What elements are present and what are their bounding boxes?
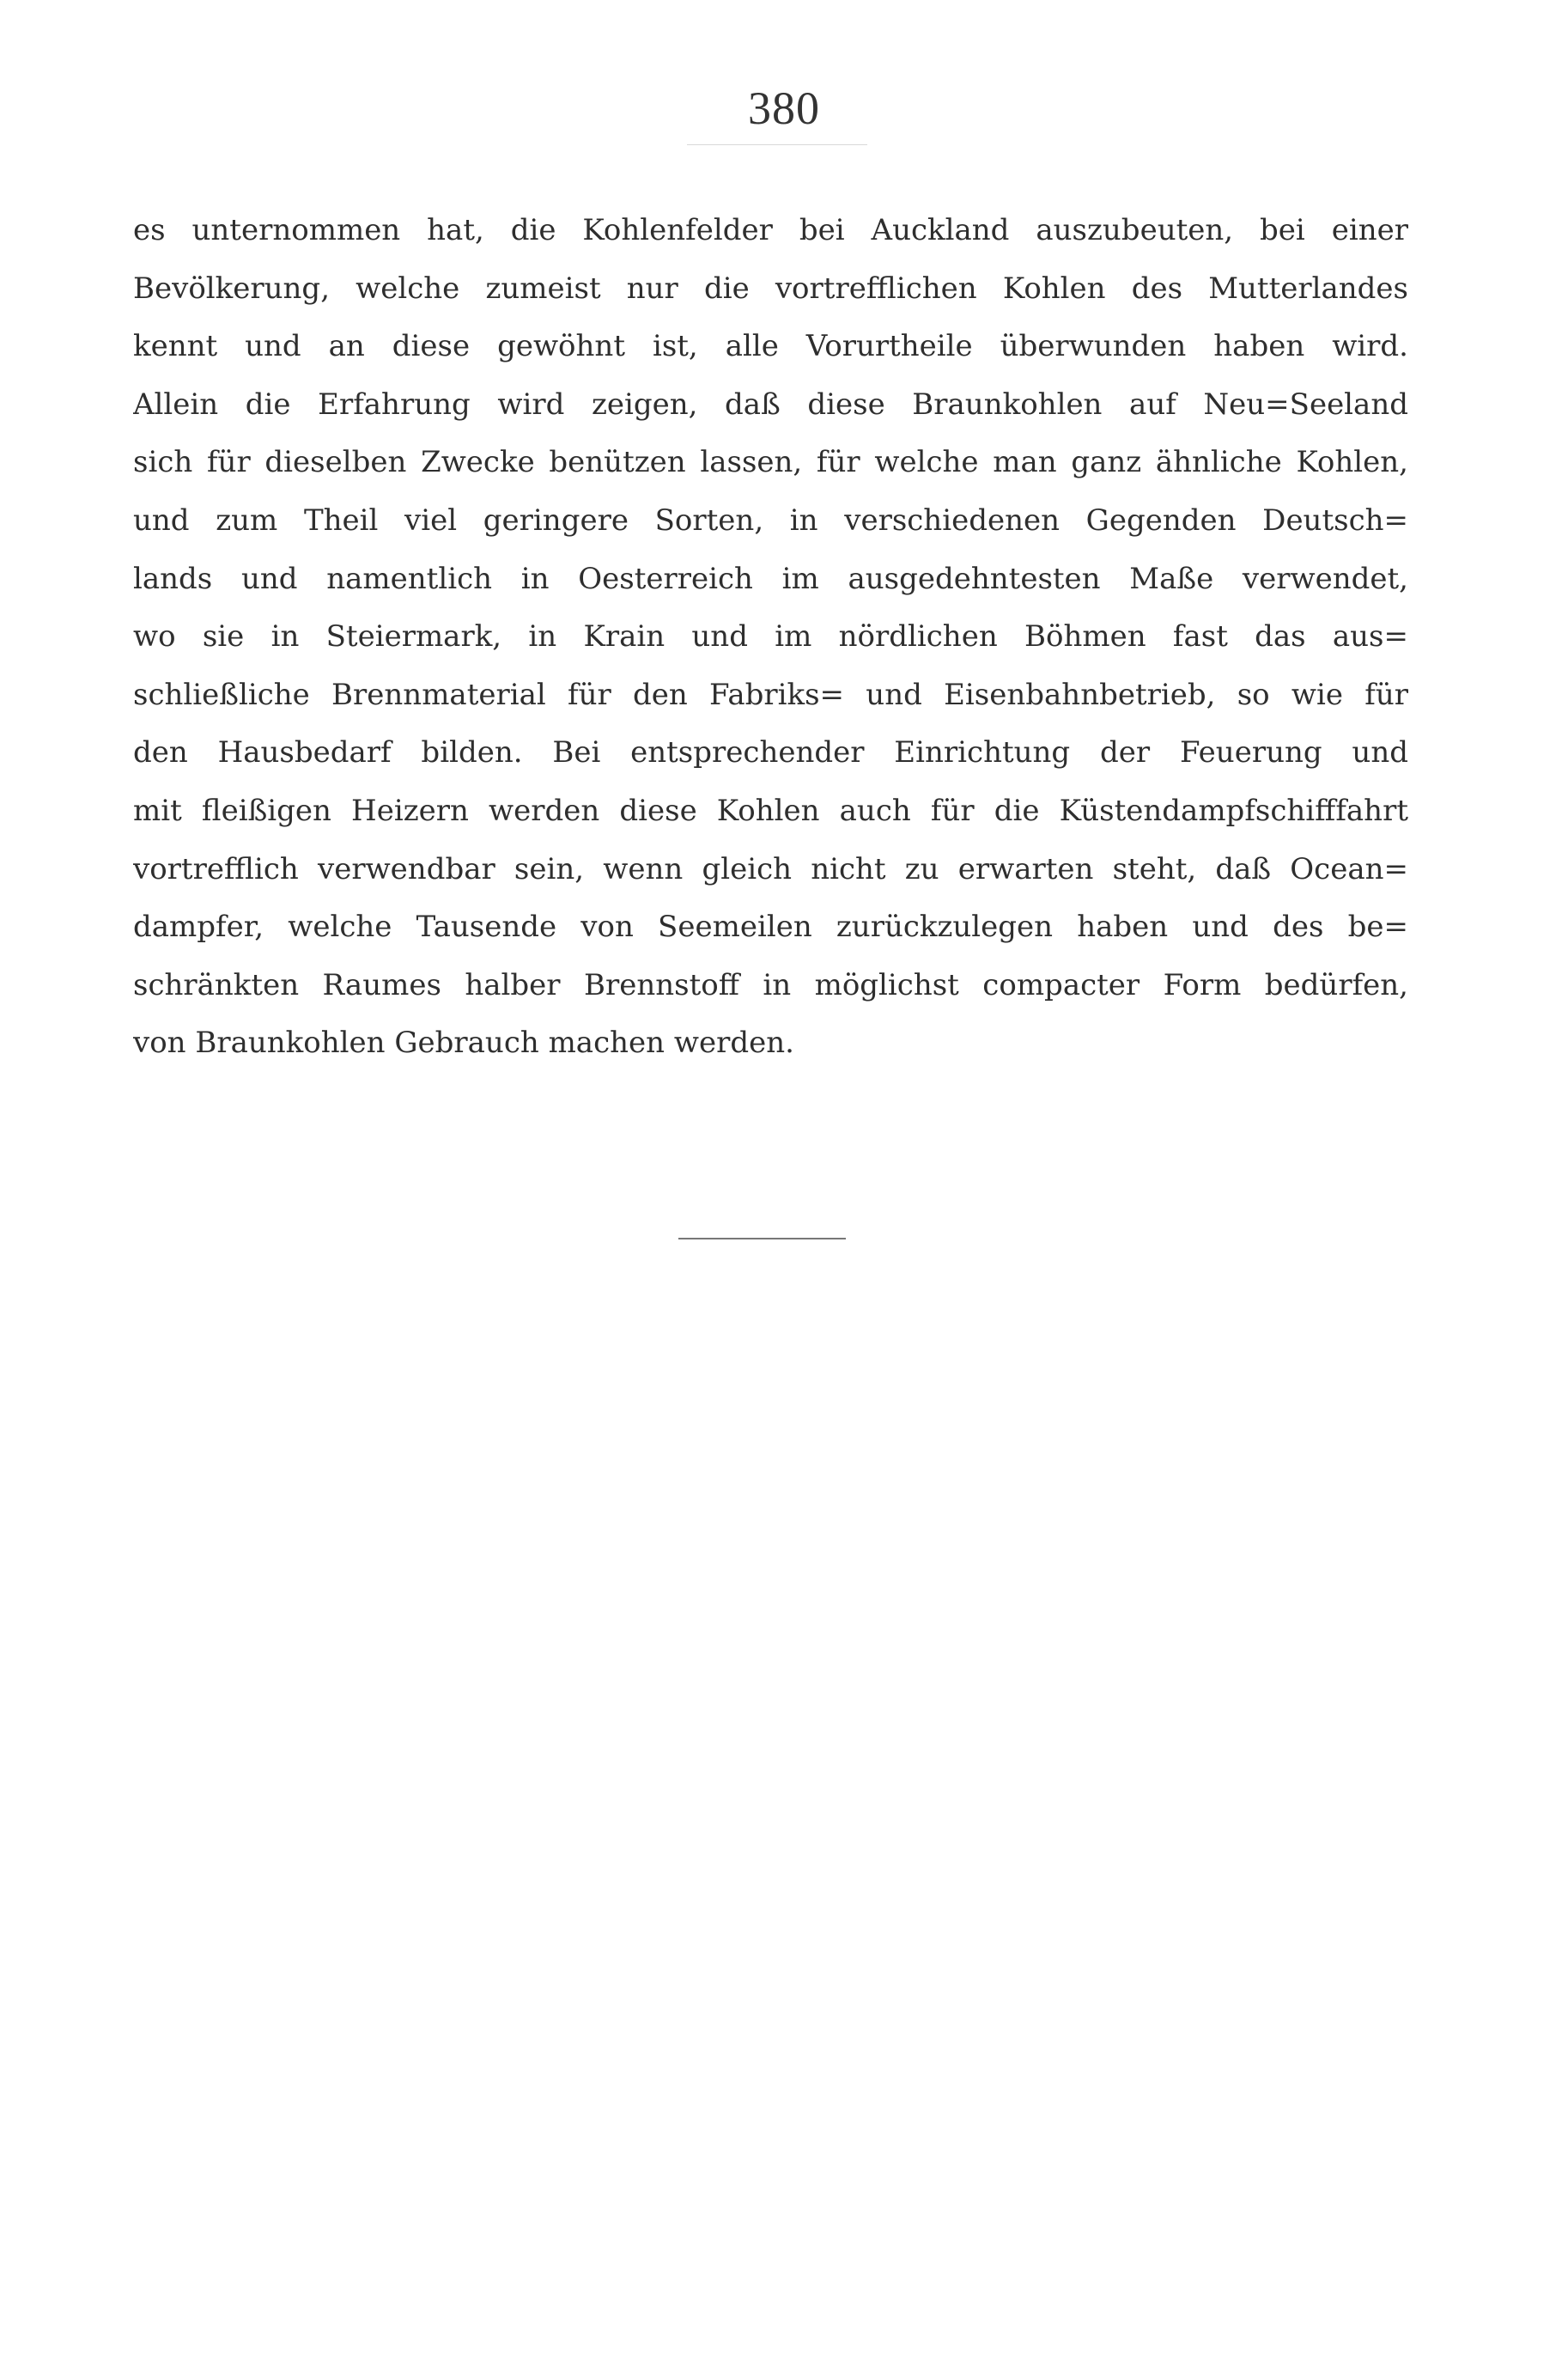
text-line: dampfer, welche Tausende von Seemeilen zurückzulegen haben und des be= bbox=[133, 910, 1408, 945]
header-divider bbox=[687, 144, 867, 145]
text-line: mit fleißigen Heizern werden diese Kohlen auch für die Küstendampfschifffahrt bbox=[133, 793, 1408, 828]
text-line-last: von Braunkohlen Gebrauch machen werden. bbox=[133, 1026, 794, 1061]
section-end-divider bbox=[678, 1238, 846, 1239]
text-line: schränkten Raumes halber Brennstoff in möglichst compacter Form bedürfen, bbox=[133, 967, 1408, 1002]
text-line: kennt und an diese gewöhnt ist, alle Vorurtheile überwunden haben wird. bbox=[133, 329, 1408, 364]
text-line: den Hausbedarf bilden. Bei entsprechender Einrichtung der Feuerung und bbox=[133, 735, 1408, 770]
text-line: vortrefflich verwendbar sein, wenn gleich nicht zu erwarten steht, daß Ocean= bbox=[133, 851, 1408, 886]
text-line: und zum Theil viel geringere Sorten, in verschiedenen Gegenden Deutsch= bbox=[133, 502, 1408, 538]
text-line: sich für dieselben Zwecke benützen lassen, für welche man ganz ähnliche Kohlen, bbox=[133, 445, 1408, 480]
text-line: schließliche Brennmaterial für den Fabriks= und Eisenbahnbetrieb, so wie für bbox=[133, 677, 1408, 712]
text-line: wo sie in Steiermark, in Krain und im nördlichen Böhmen fast das aus= bbox=[133, 619, 1408, 655]
text-line: Allein die Erfahrung wird zeigen, daß diese Braunkohlen auf Neu=Seeland bbox=[133, 387, 1408, 422]
body-paragraph bbox=[133, 202, 1408, 1073]
text-line: es unternommen hat, die Kohlenfelder bei Auckland auszubeuten, bei einer bbox=[133, 213, 1408, 247]
text-line: lands und namentlich in Oesterreich im ausgedehntesten Maße verwendet, bbox=[133, 561, 1408, 596]
page-number: 380 bbox=[748, 82, 820, 134]
text-line: Bevölkerung, welche zumeist nur die vortrefflichen Kohlen des Mutterlandes bbox=[133, 271, 1408, 306]
